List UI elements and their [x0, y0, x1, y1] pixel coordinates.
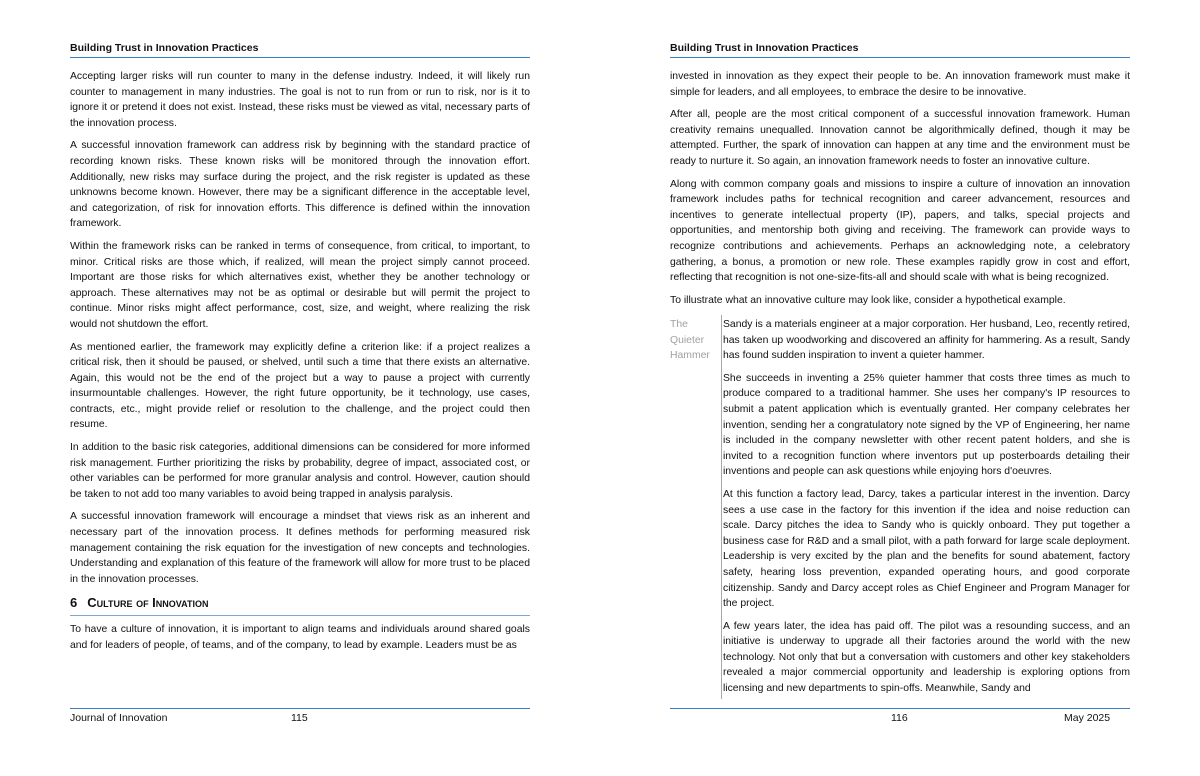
- section-number: 6: [70, 595, 78, 611]
- paragraph: invested in innovation as they expect their people to be. An innovation framework must make it simple for leaders, and all employees, to embrace the desire to be innovative.: [670, 71, 1130, 98]
- page-number: 115: [291, 712, 308, 724]
- story-paragraph: Sandy is a materials engineer at a major corporation. Her husband, Leo, recently retired, has taken up woodworking and discovered an affinity for hammering. As a result, Sandy has found sudden inspiration to invent a quieter hammer.: [723, 319, 1130, 362]
- paragraph: Along with common company goals and missions to inspire a culture of innovation an innovation framework includes paths for technical recognition and career advancement, resources and incentives to generate intellectual property (IP), papers, and talks, special projects and opportunities, and mentorship both giving and receiving. The framework can provide ways to recognize contributions and achievements. Perhaps an acknowledging note, a celebratory gathering, a bonus, a promotion or new role. These examples rapidly grow in cost and effort, reflecting that recognition is not one-size-fits-all and should scale with what is being recognized.: [670, 178, 1130, 284]
- story-paragraph: A few years later, the idea has paid off. The pilot was a resounding success, and an initiative is underway to upgrade all their factories around the world with the new technology. Not only that but a conversation with customers and other key stakeholders revealed a major commercial opportunity and leadership is exploring options from licensing and new departments to spin-offs. Meanwhile, Sandy and: [723, 620, 1130, 695]
- header-rule: [670, 57, 1130, 58]
- paragraph: Accepting larger risks will run counter to many in the defense industry. Indeed, it will likely run counter to management in many industries. The goal is not to run from or run to risk, nor is it to ignore it or pretend it does not exist. Instead, these risks must be viewed as vital, necessary parts of the innovation process.: [70, 71, 530, 129]
- footer-rule: [70, 708, 530, 709]
- section-heading: [70, 594, 530, 612]
- paragraph: As mentioned earlier, the framework may explicitly define a criterion like: if a project realizes a critical risk, then it should be paused, or shelved, until such a time that there exists an alternative. Again, this would not be the end of the project but a way to pause a project with currently insurmountable challenges. However, the right future opportunity, be it technology, use cases, contracts, etc., might provide relief or resolution to the challenge, and the project could then resume.: [70, 341, 530, 431]
- header-rule: [70, 57, 530, 58]
- section-rule: [70, 615, 530, 616]
- sidebar-story: [723, 317, 1130, 704]
- running-head: Building Trust in Innovation Practices: [670, 42, 859, 54]
- running-head: Building Trust in Innovation Practices: [70, 42, 259, 54]
- paragraph: A successful innovation framework will encourage a mindset that views risk as an inherent and necessary part of the innovation process. It defines methods for performing measured risk management containing the risk equation for the investigation of new concepts and technologies. Understanding and explanation of this feature of the framework will allow for more trust to be placed in the innovation processes.: [70, 511, 530, 585]
- paragraph: Within the framework risks can be ranked in terms of consequence, from critical, to important, to minor. Critical risks are those which, if realized, will mean the project simply cannot proceed. Important are those risks for which alternatives exist, whether they be another technology or approach. These alternatives may not be as optimal or desirable but will permit the project to continue. Minor risks might affect performance, cost, size, and weight, where realizing the risk would not shutdown the effort.: [70, 240, 530, 330]
- paragraph: In addition to the basic risk categories, additional dimensions can be considered for more informed risk management. Further prioritizing the risks by probability, degree of impact, associated cost, or other variables can be performed for more granular analysis and control. However, caution should be taken to not add too many variables to avoid being trapped in analysis paralysis.: [70, 442, 530, 500]
- paragraph: After all, people are the most critical component of a successful innovation framework. Human creativity remains unequalled. Innovation cannot be algorithmically defined, though it may be attempted. Further, the spark of innovation can happen at any time and the environment must be ready to nurture it. So again, an innovation framework needs to foster an innovative culture.: [670, 109, 1130, 167]
- sidebar-title-line: Quieter: [670, 334, 705, 346]
- paragraph: To have a culture of innovation, it is important to align teams and individuals around shared goals and for leaders of people, of teams, and of the company, to lead by example. Leaders must be as: [70, 624, 530, 651]
- sidebar-title: [670, 317, 720, 364]
- footer-date: May 2025: [1064, 712, 1111, 724]
- sidebar-title-line: Hammer: [670, 350, 710, 362]
- paragraph: To illustrate what an innovative culture may look like, consider a hypothetical example.: [670, 294, 1066, 306]
- story-paragraph: She succeeds in inventing a 25% quieter hammer that costs three times as much to produce compared to a traditional hammer. She uses her company's IP resources to submit a patent application which is eventually granted. Her company celebrates her invention, sending her a congratulatory note signed by the VP of Engineering, her name is included in the company newsletter with other recent patent holders, and she is invited to a recognition function where inventors put up posterboards detailing their inventions and people can ask questions while enjoying hors d'oeuvres.: [723, 372, 1130, 478]
- body-text: [670, 69, 1130, 315]
- right-page: [670, 0, 1130, 776]
- footer-journal-name: Journal of Innovation: [70, 712, 168, 724]
- section-title: Culture of Innovation: [87, 595, 209, 611]
- sidebar-bar: [721, 315, 722, 699]
- body-text: [70, 69, 530, 661]
- page-number: 116: [891, 712, 908, 724]
- sidebar-title-line: The: [670, 319, 688, 330]
- left-page: [70, 0, 530, 776]
- story-paragraph: At this function a factory lead, Darcy, takes a particular interest in the invention. Darcy sees a use case in the factory for this invention if the idea and noise reduction can scale. Darcy pitches the idea to Sandy who is quickly onboard. They put together a business case for R&D and a small pilot, with a path forward for large scale deployment. Leadership is very excited by the plan and the benefits for sound abatement, factory safety, hearing loss prevention, expanded operating hours, and good corporate citizenship. Sandy and Darcy accept roles as Chief Engineer and Program Manager for the project.: [723, 488, 1130, 610]
- paragraph: A successful innovation framework can address risk by beginning with the standard practice of recording known risks. These known risks will be monitored through the innovation effort. Additionally, new risks may surface during the project, and the risk register is updated as these unknowns become known. However, there may be a significant difference in the acceptable level, and categorization, of risk for innovation efforts. This difference is defined within the innovation framework.: [70, 140, 530, 230]
- footer-rule: [670, 708, 1130, 709]
